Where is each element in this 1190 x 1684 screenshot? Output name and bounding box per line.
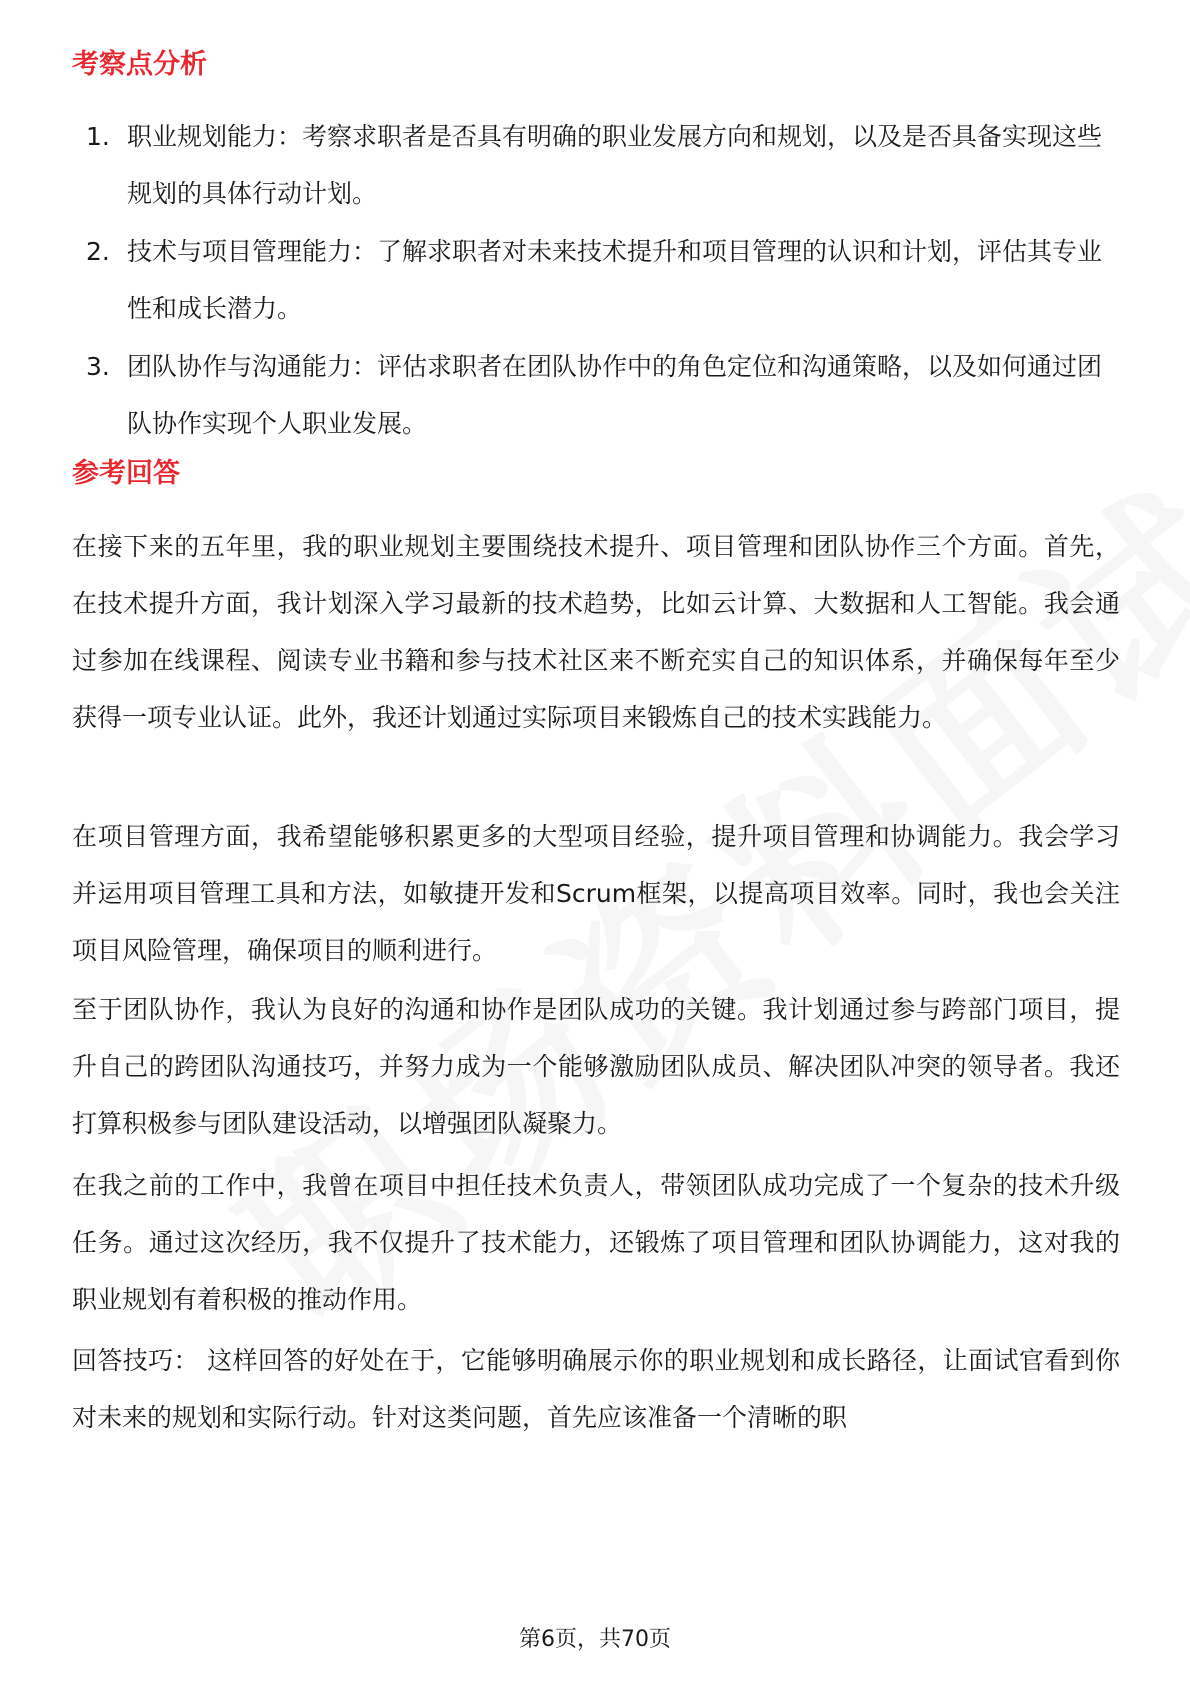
list-item-number: 2.: [86, 237, 110, 266]
answer-paragraph: 至于团队协作，我认为良好的沟通和协作是团队成功的关键。我计划通过参与跨部门项目，提升自己的跨团队沟通技巧，并努力成为一个能够激励团队成员、解决团队冲突的领导者。我还打算积极参与团队建设活动，以增强团队凝聚力。: [72, 995, 1120, 1138]
list-item: [72, 338, 1122, 452]
list-item-text: 技术与项目管理能力：了解求职者对未来技术提升和项目管理的认识和计划，评估其专业性和成长潜力。: [127, 237, 1103, 323]
answer-paragraph: 在项目管理方面，我希望能够积累更多的大型项目经验，提升项目管理和协调能力。我会学习并运用项目管理工具和方法，如敏捷开发和Scrum框架，以提高项目效率。同时，我也会关注项目风险管理，确保项目的顺利进行。: [72, 822, 1120, 965]
section-title-reference: 参考回答: [72, 458, 180, 489]
answer-paragraph: 在我之前的工作中，我曾在项目中担任技术负责人，带领团队成功完成了一个复杂的技术升级任务。通过这次经历，我不仅提升了技术能力，还锻炼了项目管理和团队协调能力，这对我的职业规划有着积极的推动作用。: [72, 1171, 1120, 1314]
list-item: [72, 223, 1122, 337]
section-title-analysis: 考察点分析: [72, 49, 207, 80]
page-number-footer: 第6页，共70页: [519, 1627, 671, 1652]
answer-paragraph: 在接下来的五年里，我的职业规划主要围绕技术提升、项目管理和团队协作三个方面。首先，在技术提升方面，我计划深入学习最新的技术趋势，比如云计算、大数据和人工智能。我会通过参加在线课程、阅读专业书籍和参与技术社区来不断充实自己的知识体系，并确保每年至少获得一项专业认证。此外，我还计划通过实际项目来锻炼自己的技术实践能力。: [72, 532, 1120, 732]
list-item-text: 团队协作与沟通能力：评估求职者在团队协作中的角色定位和沟通策略，以及如何通过团队协作实现个人职业发展。: [127, 352, 1103, 438]
answer-tips-paragraph: 回答技巧： 这样回答的好处在于，它能够明确展示你的职业规划和成长路径，让面试官看到你对未来的规划和实际行动。针对这类问题，首先应该准备一个清晰的职: [72, 1346, 1120, 1432]
list-item-number: 1.: [86, 122, 110, 151]
analysis-list: [72, 108, 1122, 453]
list-item: [72, 108, 1122, 222]
list-item-number: 3.: [86, 352, 110, 381]
list-item-text: 职业规划能力：考察求职者是否具有明确的职业发展方向和规划，以及是否具备实现这些规划的具体行动计划。: [127, 122, 1103, 208]
